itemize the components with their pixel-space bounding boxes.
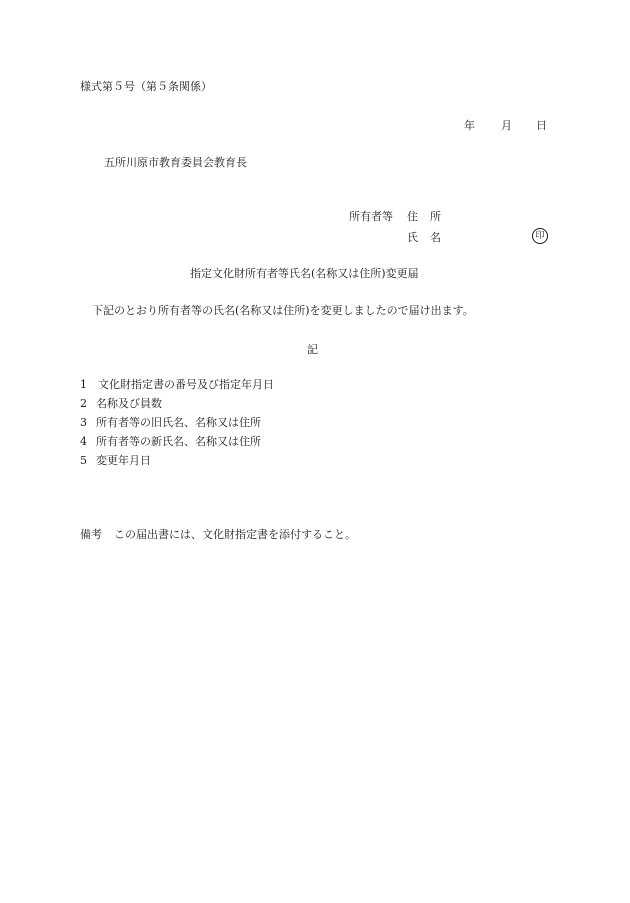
name-label bbox=[407, 231, 441, 245]
list-item bbox=[80, 416, 274, 435]
owner-label: 所有者等 bbox=[349, 210, 393, 223]
list-item-number: 4 bbox=[80, 435, 87, 448]
name-label-char-2: 名 bbox=[430, 231, 441, 244]
list-item-text: 文化財指定書の番号及び指定年月日 bbox=[98, 378, 274, 391]
document-title: 指定文化財所有者等氏名(名称又は住所)変更届 bbox=[190, 267, 419, 280]
remarks bbox=[80, 528, 356, 542]
list-item-number: 2 bbox=[80, 397, 87, 410]
list-item-number: 3 bbox=[80, 416, 87, 429]
date-year-label: 年 bbox=[464, 119, 475, 132]
ki-heading: 記 bbox=[307, 343, 318, 356]
addressee: 五所川原市教育委員会教育長 bbox=[104, 156, 247, 169]
remarks-label: 備考 bbox=[80, 528, 102, 541]
date-day-label: 日 bbox=[536, 119, 547, 132]
date-month-label: 月 bbox=[501, 119, 512, 132]
address-label-char-1: 住 bbox=[407, 210, 418, 223]
list-item-number: 1 bbox=[80, 378, 87, 391]
list-item bbox=[80, 454, 274, 473]
address-label bbox=[407, 210, 441, 224]
name-label-char-1: 氏 bbox=[407, 231, 418, 244]
list-item bbox=[80, 397, 274, 416]
body-text: 下記のとおり所有者等の氏名(名称又は住所)を変更しましたので届け出ます。 bbox=[92, 304, 474, 317]
address-label-char-2: 所 bbox=[430, 210, 441, 223]
list-item-text: 所有者等の旧氏名、名称又は住所 bbox=[96, 416, 261, 429]
remarks-text: この届出書には、文化財指定書を添付すること。 bbox=[114, 528, 356, 541]
form-number: 様式第５号（第５条関係） bbox=[80, 80, 212, 93]
list-item-text: 変更年月日 bbox=[96, 454, 151, 467]
list-item-text: 名称及び員数 bbox=[96, 397, 162, 410]
list-item bbox=[80, 378, 274, 397]
list-item bbox=[80, 435, 274, 454]
seal-mark: 印 bbox=[532, 228, 548, 244]
items-list bbox=[80, 378, 274, 473]
list-item-text: 所有者等の新氏名、名称又は住所 bbox=[96, 435, 261, 448]
list-item-number: 5 bbox=[80, 454, 87, 467]
